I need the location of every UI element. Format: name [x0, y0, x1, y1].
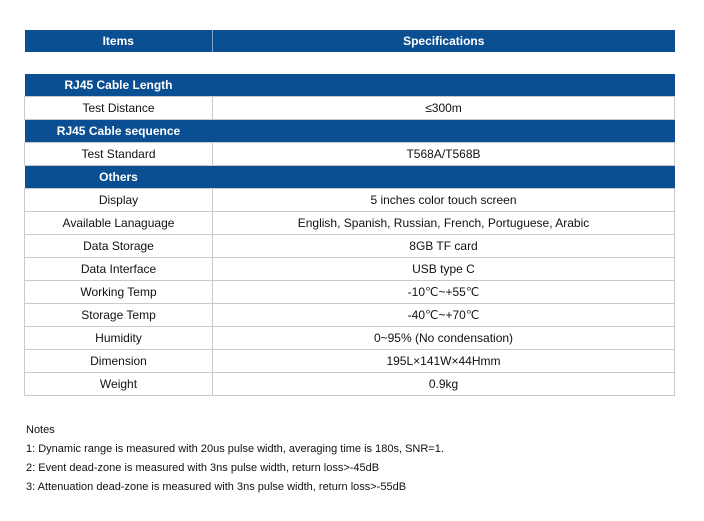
row-spec: 195L×141W×44Hmm: [213, 350, 675, 373]
notes-title: Notes: [26, 424, 55, 436]
row-spec: 5 inches color touch screen: [213, 189, 675, 212]
section-title: RJ45 Cable sequence: [25, 120, 213, 143]
table-row: [25, 281, 675, 304]
notes-section: [26, 421, 444, 497]
table-header-row: [25, 30, 675, 52]
section-row-cable-sequence: [25, 120, 675, 143]
table-row: [25, 373, 675, 396]
table-row: [25, 304, 675, 327]
row-item: Display: [25, 189, 213, 212]
section-title: RJ45 Cable Length: [25, 74, 213, 97]
table-row: [25, 350, 675, 373]
row-spec: English, Spanish, Russian, French, Portuguese, Arabic: [213, 212, 675, 235]
row-spec: -40℃~+70℃: [213, 304, 675, 327]
row-spec: -10℃~+55℃: [213, 281, 675, 304]
table-row: [25, 212, 675, 235]
section-row-others: [25, 166, 675, 189]
row-spec: USB type C: [213, 258, 675, 281]
note-line: 2: Event dead-zone is measured with 3ns pulse width, return loss>-45dB: [26, 462, 380, 474]
row-item: Available Lanaguage: [25, 212, 213, 235]
row-item: Test Standard: [25, 143, 213, 166]
table-row: [25, 97, 675, 120]
row-item: Test Distance: [25, 97, 213, 120]
section-row-cable-length: [25, 74, 675, 97]
row-spec: T568A/T568B: [213, 143, 675, 166]
row-item: Humidity: [25, 327, 213, 350]
table-row: [25, 327, 675, 350]
row-item: Data Storage: [25, 235, 213, 258]
row-item: Working Temp: [25, 281, 213, 304]
row-item: Dimension: [25, 350, 213, 373]
table-row: [25, 143, 675, 166]
row-item: Data Interface: [25, 258, 213, 281]
items-column-header: Items: [25, 30, 213, 52]
row-item: Storage Temp: [25, 304, 213, 327]
specifications-column-header: Specifications: [213, 30, 675, 52]
section-title: Others: [25, 166, 213, 189]
table-row: [25, 235, 675, 258]
note-line: 1: Dynamic range is measured with 20us pulse width, averaging time is 180s, SNR=1.: [26, 443, 444, 455]
note-line: 3: Attenuation dead-zone is measured with 3ns pulse width, return loss>-55dB: [26, 481, 407, 493]
table-row: [25, 258, 675, 281]
row-spec: ≤300m: [213, 97, 675, 120]
row-item: Weight: [25, 373, 213, 396]
row-spec: 0~95% (No condensation): [213, 327, 675, 350]
row-spec: 0.9kg: [213, 373, 675, 396]
table-row: [25, 189, 675, 212]
specifications-table: [24, 30, 675, 396]
row-spec: 8GB TF card: [213, 235, 675, 258]
